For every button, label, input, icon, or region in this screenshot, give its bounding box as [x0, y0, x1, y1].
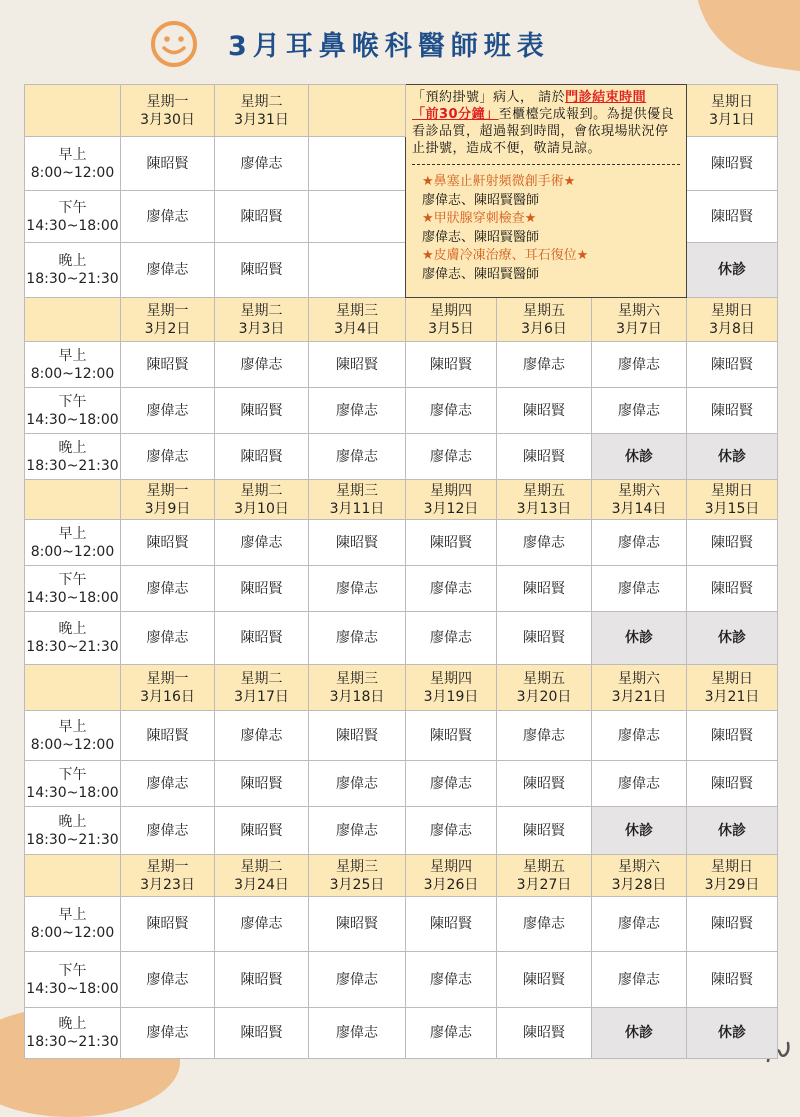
doctor-cell: 廖偉志 — [406, 807, 497, 855]
weekday-label: 星期三 — [336, 302, 378, 319]
weekday-label: 星期三 — [336, 670, 378, 687]
notice-divider — [412, 164, 680, 165]
doctor-cell: 陳昭賢 — [687, 952, 778, 1008]
date-label: 3月14日 — [611, 500, 667, 517]
doctor-cell: 休診 — [592, 807, 687, 855]
day-header-cell — [497, 298, 592, 342]
doctor-cell: 休診 — [687, 434, 778, 480]
time-slot-label — [25, 711, 121, 761]
slot-time: 14:30~18:00 — [26, 411, 119, 428]
day-header-cell — [687, 85, 778, 137]
doctor-cell: 陳昭賢 — [215, 807, 309, 855]
slot-time: 18:30~21:30 — [26, 457, 119, 474]
doctor-cell: 陳昭賢 — [406, 897, 497, 952]
slot-name: 晚上 — [58, 253, 87, 269]
doctor-cell: 陳昭賢 — [215, 952, 309, 1008]
blank-cell — [309, 85, 406, 137]
slot-name: 下午 — [58, 199, 87, 216]
blank-cell — [309, 191, 406, 243]
time-slot-label — [25, 761, 121, 807]
doctor-cell: 陳昭賢 — [309, 711, 406, 761]
slot-time: 14:30~18:00 — [26, 217, 119, 234]
day-header-cell — [215, 665, 309, 711]
notice-part2: 至櫃檯完成報到。為提供優良看診品質，超過報到時間，會依現場狀況停止掛號，造成不便，敬請見諒。 — [412, 107, 675, 156]
corner-cell — [25, 855, 121, 897]
date-label: 3月27日 — [516, 876, 572, 893]
day-header-cell — [121, 855, 215, 897]
weekday-label: 星期六 — [618, 670, 660, 687]
time-slot-label — [25, 243, 121, 298]
time-slot-label — [25, 137, 121, 191]
doctor-cell: 陳昭賢 — [215, 566, 309, 612]
doctor-cell: 廖偉志 — [215, 711, 309, 761]
day-header-cell — [121, 85, 215, 137]
doctor-cell: 廖偉志 — [497, 897, 592, 952]
date-label: 3月15日 — [704, 500, 760, 517]
doctor-cell: 陳昭賢 — [121, 711, 215, 761]
doctor-cell: 陳昭賢 — [497, 1008, 592, 1059]
doctor-cell: 陳昭賢 — [215, 191, 309, 243]
date-label: 3月3日 — [238, 320, 285, 337]
date-label: 3月26日 — [423, 876, 479, 893]
day-header-cell — [309, 480, 406, 520]
weekday-label: 星期日 — [711, 302, 753, 319]
day-header-cell — [592, 298, 687, 342]
weekday-label: 星期五 — [523, 670, 565, 687]
doctor-cell: 廖偉志 — [406, 612, 497, 665]
day-header-cell — [309, 298, 406, 342]
day-header-cell — [309, 855, 406, 897]
doctor-cell: 廖偉志 — [121, 612, 215, 665]
day-header-row — [25, 855, 778, 897]
doctor-cell: 廖偉志 — [592, 761, 687, 807]
doctor-cell: 陳昭賢 — [497, 434, 592, 480]
day-header-cell — [121, 298, 215, 342]
weekday-label: 星期二 — [240, 302, 283, 319]
day-header-cell — [497, 480, 592, 520]
blank-cell — [309, 243, 406, 298]
date-label: 3月6日 — [521, 320, 567, 337]
doctor-cell: 廖偉志 — [406, 566, 497, 612]
date-label: 3月25日 — [329, 876, 385, 893]
slot-time: 14:30~18:00 — [26, 589, 119, 606]
day-header-cell — [497, 665, 592, 711]
slot-time: 18:30~21:30 — [26, 831, 119, 848]
doctor-cell: 陳昭賢 — [215, 1008, 309, 1059]
weekday-label: 星期六 — [618, 482, 660, 499]
doctor-cell: 廖偉志 — [497, 520, 592, 566]
slot-name: 晚上 — [58, 813, 87, 830]
doctor-cell: 陳昭賢 — [309, 342, 406, 388]
doctor-cell: 廖偉志 — [121, 434, 215, 480]
slot-name: 晚上 — [58, 439, 87, 456]
doctor-cell: 廖偉志 — [121, 1008, 215, 1059]
doctor-cell: 休診 — [687, 243, 778, 298]
slot-time: 8:00~12:00 — [30, 736, 115, 753]
doctor-cell: 陳昭賢 — [215, 388, 309, 434]
procedure-title: ★甲狀腺穿刺檢查★ — [422, 211, 537, 226]
date-label: 3月1日 — [709, 111, 755, 128]
doctor-cell: 廖偉志 — [592, 952, 687, 1008]
weekday-label: 星期一 — [146, 670, 189, 687]
slot-row — [25, 807, 778, 855]
doctor-cell: 陳昭賢 — [497, 807, 592, 855]
time-slot-label — [25, 612, 121, 665]
day-header-row — [25, 298, 778, 342]
weekday-label: 星期日 — [711, 93, 753, 110]
weekday-label: 星期一 — [146, 93, 189, 110]
slot-row — [25, 520, 778, 566]
time-slot-label — [25, 897, 121, 952]
day-header-cell — [215, 298, 309, 342]
doctor-cell: 廖偉志 — [121, 388, 215, 434]
doctor-cell: 廖偉志 — [497, 711, 592, 761]
day-header-cell — [215, 85, 309, 137]
slot-name: 下午 — [58, 962, 87, 979]
day-header-cell — [497, 855, 592, 897]
day-header-cell — [215, 855, 309, 897]
doctor-cell: 廖偉志 — [121, 952, 215, 1008]
doctor-cell: 廖偉志 — [309, 761, 406, 807]
doctor-cell: 陳昭賢 — [121, 897, 215, 952]
day-header-cell — [687, 480, 778, 520]
doctor-cell: 廖偉志 — [406, 434, 497, 480]
slot-row — [25, 566, 778, 612]
procedure-list — [412, 173, 680, 284]
day-header-cell — [121, 665, 215, 711]
doctor-cell: 陳昭賢 — [497, 566, 592, 612]
weekday-label: 星期一 — [146, 858, 189, 875]
doctor-cell: 廖偉志 — [121, 243, 215, 298]
doctor-cell: 廖偉志 — [121, 566, 215, 612]
doctor-cell: 廖偉志 — [592, 520, 687, 566]
time-slot-label — [25, 807, 121, 855]
date-label: 3月4日 — [334, 320, 380, 337]
doctor-cell: 廖偉志 — [309, 952, 406, 1008]
doctor-cell: 廖偉志 — [121, 807, 215, 855]
doctor-cell: 廖偉志 — [215, 342, 309, 388]
weekday-label: 星期二 — [240, 93, 283, 110]
corner-cell — [25, 480, 121, 520]
notice-text — [412, 89, 680, 157]
doctor-cell: 休診 — [592, 434, 687, 480]
weekday-label: 星期一 — [146, 302, 189, 319]
day-header-row — [25, 480, 778, 520]
doctor-cell: 陳昭賢 — [215, 761, 309, 807]
date-label: 3月20日 — [516, 688, 572, 705]
weekday-label: 星期日 — [711, 858, 753, 875]
notice-highlight-30min: 「前30分鐘」 — [412, 107, 499, 122]
day-header-cell — [406, 480, 497, 520]
slot-name: 早上 — [58, 525, 87, 542]
slot-row — [25, 761, 778, 807]
doctor-cell: 廖偉志 — [309, 807, 406, 855]
slot-time: 8:00~12:00 — [30, 925, 115, 941]
doctor-cell: 陳昭賢 — [687, 520, 778, 566]
doctor-cell: 陳昭賢 — [687, 388, 778, 434]
date-label: 3月12日 — [423, 500, 479, 517]
time-slot-label — [25, 388, 121, 434]
corner-cell — [25, 665, 121, 711]
day-header-cell — [592, 665, 687, 711]
slot-name: 早上 — [58, 718, 87, 735]
slot-time: 8:00~12:00 — [30, 543, 115, 560]
doctor-cell: 陳昭賢 — [497, 952, 592, 1008]
slot-row — [25, 1008, 778, 1059]
date-label: 3月19日 — [423, 688, 479, 705]
slot-name: 晚上 — [58, 621, 87, 637]
doctor-cell: 陳昭賢 — [121, 342, 215, 388]
doctor-cell: 廖偉志 — [497, 342, 592, 388]
procedure-doctors: 廖偉志、陳昭賢醫師 — [422, 229, 540, 245]
weekday-label: 星期五 — [523, 858, 565, 875]
time-slot-label — [25, 342, 121, 388]
day-header-cell — [406, 298, 497, 342]
slot-name: 下午 — [58, 571, 87, 588]
doctor-cell: 廖偉志 — [592, 711, 687, 761]
weekday-label: 星期一 — [146, 482, 189, 499]
slot-row — [25, 612, 778, 665]
blank-cell — [309, 137, 406, 191]
weekday-label: 星期二 — [240, 482, 283, 499]
weekday-label: 星期六 — [618, 302, 660, 319]
day-header-cell — [406, 665, 497, 711]
time-slot-label — [25, 566, 121, 612]
doctor-cell: 陳昭賢 — [215, 612, 309, 665]
doctor-cell: 廖偉志 — [592, 897, 687, 952]
doctor-cell: 陳昭賢 — [687, 566, 778, 612]
weekday-label: 星期五 — [523, 482, 565, 499]
slot-time: 18:30~21:30 — [26, 271, 119, 287]
schedule-table — [24, 84, 778, 1059]
time-slot-label — [25, 434, 121, 480]
date-label: 3月2日 — [144, 320, 191, 337]
date-label: 3月7日 — [616, 320, 662, 337]
doctor-cell: 廖偉志 — [406, 761, 497, 807]
corner-cell — [25, 298, 121, 342]
doctor-cell: 陳昭賢 — [406, 342, 497, 388]
day-header-cell — [592, 855, 687, 897]
doctor-cell: 陳昭賢 — [687, 137, 778, 191]
doctor-cell: 廖偉志 — [406, 1008, 497, 1059]
doctor-cell: 陳昭賢 — [687, 342, 778, 388]
time-slot-label — [25, 1008, 121, 1059]
doctor-cell: 陳昭賢 — [687, 711, 778, 761]
date-label: 3月29日 — [704, 876, 760, 893]
date-label: 3月21日 — [611, 688, 667, 705]
slot-name: 早上 — [58, 146, 87, 163]
doctor-cell: 陳昭賢 — [497, 388, 592, 434]
doctor-cell: 陳昭賢 — [497, 761, 592, 807]
day-header-row — [25, 85, 778, 137]
doctor-cell: 陳昭賢 — [309, 520, 406, 566]
slot-row — [25, 952, 778, 1008]
corner-cell — [25, 85, 121, 137]
weekday-label: 星期日 — [711, 670, 753, 687]
weekday-label: 星期日 — [711, 482, 753, 499]
doctor-cell: 廖偉志 — [121, 191, 215, 243]
doctor-cell: 廖偉志 — [309, 434, 406, 480]
notice-part1: 「預約掛號」病人， 請於 — [412, 90, 566, 105]
day-header-cell — [121, 480, 215, 520]
doctor-cell: 陳昭賢 — [215, 243, 309, 298]
procedure-title: ★鼻塞止鼾射頻微創手術★ — [422, 174, 576, 189]
doctor-cell: 廖偉志 — [592, 566, 687, 612]
weekday-label: 星期三 — [336, 858, 378, 875]
time-slot-label — [25, 520, 121, 566]
slot-name: 晚上 — [58, 1016, 87, 1032]
slot-row — [25, 897, 778, 952]
date-label: 3月10日 — [234, 500, 289, 517]
date-label: 3月9日 — [144, 500, 191, 517]
weekday-label: 星期四 — [430, 670, 472, 687]
date-label: 3月13日 — [516, 500, 572, 517]
doctor-cell: 休診 — [687, 807, 778, 855]
date-label: 3月28日 — [611, 876, 667, 893]
weekday-label: 星期四 — [430, 482, 472, 499]
slot-row — [25, 434, 778, 480]
date-label: 3月23日 — [140, 876, 195, 893]
doctor-cell: 廖偉志 — [121, 761, 215, 807]
slot-time: 8:00~12:00 — [30, 365, 115, 382]
weekday-label: 星期六 — [618, 858, 660, 875]
day-header-cell — [592, 480, 687, 520]
doctor-cell: 廖偉志 — [592, 388, 687, 434]
doctor-cell: 廖偉志 — [215, 137, 309, 191]
day-header-cell — [406, 855, 497, 897]
date-label: 3月30日 — [140, 111, 195, 128]
slot-time: 8:00~12:00 — [30, 164, 115, 181]
date-label: 3月16日 — [140, 688, 195, 705]
weekday-label: 星期二 — [240, 670, 283, 687]
doctor-cell: 陳昭賢 — [687, 191, 778, 243]
doctor-cell: 廖偉志 — [592, 342, 687, 388]
slot-time: 14:30~18:00 — [26, 784, 119, 801]
slot-name: 下午 — [58, 766, 87, 783]
doctor-cell: 休診 — [592, 1008, 687, 1059]
doctor-cell: 廖偉志 — [309, 388, 406, 434]
day-header-cell — [687, 298, 778, 342]
doctor-cell: 休診 — [592, 612, 687, 665]
doctor-cell: 廖偉志 — [309, 1008, 406, 1059]
day-header-cell — [687, 665, 778, 711]
doctor-cell: 廖偉志 — [309, 566, 406, 612]
day-header-cell — [215, 480, 309, 520]
smiley-face-icon — [148, 18, 200, 70]
day-header-cell — [309, 665, 406, 711]
doctor-cell: 陳昭賢 — [215, 434, 309, 480]
date-label: 3月18日 — [329, 688, 385, 705]
doctor-cell: 陳昭賢 — [406, 520, 497, 566]
weekday-label: 星期四 — [430, 858, 472, 875]
doctor-cell: 陳昭賢 — [406, 711, 497, 761]
doctor-cell: 廖偉志 — [309, 612, 406, 665]
doctor-cell: 陳昭賢 — [121, 520, 215, 566]
day-header-row — [25, 665, 778, 711]
doctor-cell: 廖偉志 — [406, 952, 497, 1008]
time-slot-label — [25, 191, 121, 243]
slot-row — [25, 342, 778, 388]
procedure-title: ★皮膚冷凍治療、耳石復位★ — [422, 248, 589, 263]
slot-name: 早上 — [58, 907, 87, 923]
doctor-cell: 廖偉志 — [215, 520, 309, 566]
doctor-cell: 陳昭賢 — [309, 897, 406, 952]
doctor-cell: 廖偉志 — [215, 897, 309, 952]
date-label: 3月17日 — [234, 688, 289, 705]
slot-name: 早上 — [58, 347, 87, 364]
slot-time: 14:30~18:00 — [26, 980, 119, 997]
weekday-label: 星期四 — [430, 302, 472, 319]
weekday-label: 星期三 — [336, 482, 378, 499]
doctor-cell: 休診 — [687, 612, 778, 665]
page-title: 3月耳鼻喉科醫師班表 — [228, 31, 550, 62]
notice-box — [406, 85, 687, 298]
weekday-label: 星期五 — [523, 302, 565, 319]
day-header-cell — [687, 855, 778, 897]
time-slot-label — [25, 952, 121, 1008]
date-label: 3月11日 — [329, 500, 385, 517]
date-label: 3月5日 — [428, 320, 474, 337]
doctor-cell: 陳昭賢 — [687, 761, 778, 807]
doctor-cell: 休診 — [687, 1008, 778, 1059]
slot-time: 18:30~21:30 — [26, 1034, 119, 1050]
date-label: 3月31日 — [234, 111, 289, 128]
page-header — [0, 14, 800, 72]
doctor-cell: 陳昭賢 — [687, 897, 778, 952]
date-label: 3月8日 — [709, 320, 755, 337]
notice-highlight-time: 門診結束時間 — [565, 90, 647, 105]
date-label: 3月21日 — [704, 688, 760, 705]
weekday-label: 星期二 — [240, 858, 283, 875]
slot-row — [25, 388, 778, 434]
date-label: 3月24日 — [234, 876, 289, 893]
procedure-doctors: 廖偉志、陳昭賢醫師 — [422, 266, 540, 282]
doctor-cell: 廖偉志 — [406, 388, 497, 434]
slot-name: 下午 — [58, 393, 87, 410]
slot-time: 18:30~21:30 — [26, 639, 119, 655]
doctor-cell: 陳昭賢 — [497, 612, 592, 665]
procedure-doctors: 廖偉志、陳昭賢醫師 — [422, 192, 540, 208]
doctor-cell: 陳昭賢 — [121, 137, 215, 191]
slot-row — [25, 711, 778, 761]
